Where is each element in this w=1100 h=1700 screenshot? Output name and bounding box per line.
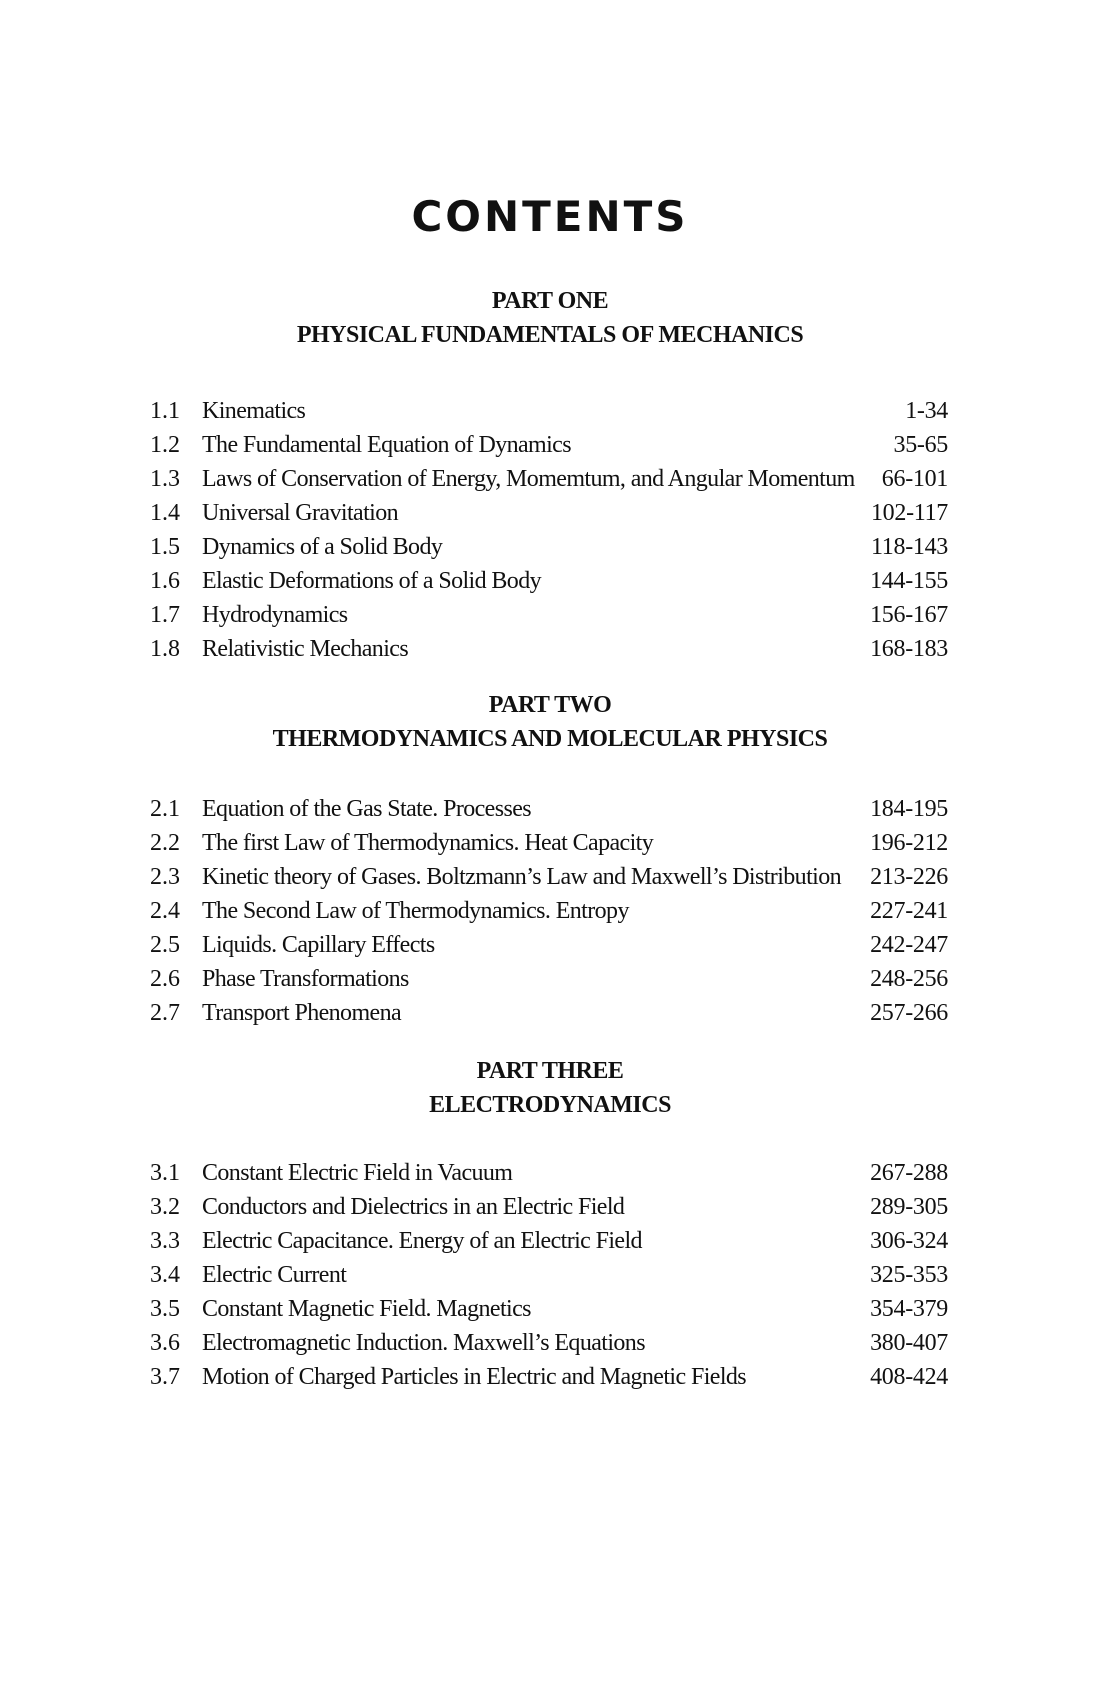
part-heading-three xyxy=(0,1054,1100,1122)
chapter-pages: 408-424 xyxy=(870,1364,948,1390)
chapter-title: Motion of Charged Particles in Electric and Magnetic Fields xyxy=(202,1364,747,1390)
chapter-title: Hydrodynamics xyxy=(202,602,348,628)
chapter-title: Kinematics xyxy=(202,398,306,424)
toc-row[interactable] xyxy=(150,1258,948,1292)
chapter-pages: 184-195 xyxy=(870,796,948,822)
toc-row[interactable] xyxy=(150,394,948,428)
part-name: PHYSICAL FUNDAMENTALS OF MECHANICS xyxy=(296,322,804,348)
chapter-title: Constant Magnetic Field. Magnetics xyxy=(202,1296,531,1322)
chapter-number: 3.4 xyxy=(150,1262,180,1288)
chapter-pages: 325-353 xyxy=(870,1262,948,1288)
part-name: ELECTRODYNAMICS xyxy=(429,1092,671,1118)
chapter-title: Universal Gravitation xyxy=(202,500,399,526)
chapter-number: 2.1 xyxy=(150,796,180,822)
toc-list-part-two xyxy=(150,792,948,1030)
toc-row[interactable] xyxy=(150,826,948,860)
chapter-number: 1.7 xyxy=(150,602,180,628)
toc-row[interactable] xyxy=(150,1190,948,1224)
chapter-number: 2.3 xyxy=(150,864,180,890)
chapter-pages: 248-256 xyxy=(870,966,948,992)
chapter-title: The Fundamental Equation of Dynamics xyxy=(202,432,571,458)
toc-row[interactable] xyxy=(150,598,948,632)
chapter-number: 1.8 xyxy=(150,636,180,662)
chapter-number: 2.2 xyxy=(150,830,180,856)
chapter-pages: 118-143 xyxy=(870,534,948,560)
chapter-pages: 213-226 xyxy=(870,864,948,890)
toc-list-part-one xyxy=(150,394,948,666)
chapter-title: Electric Current xyxy=(202,1262,347,1288)
toc-row[interactable] xyxy=(150,530,948,564)
part-label: PART THREE xyxy=(476,1058,624,1084)
toc-row[interactable] xyxy=(150,496,948,530)
chapter-title: Transport Phenomena xyxy=(202,1000,402,1026)
chapter-number: 1.1 xyxy=(150,398,180,424)
chapter-title: Kinetic theory of Gases. Boltzmann’s Law and Maxwell’s Distribution xyxy=(202,864,842,890)
toc-row[interactable] xyxy=(150,632,948,666)
chapter-title: Electric Capacitance. Energy of an Electric Field xyxy=(202,1228,642,1254)
chapter-number: 3.5 xyxy=(150,1296,180,1322)
toc-row[interactable] xyxy=(150,1292,948,1326)
toc-row[interactable] xyxy=(150,860,948,894)
toc-row[interactable] xyxy=(150,792,948,826)
chapter-pages: 144-155 xyxy=(870,568,948,594)
toc-row[interactable] xyxy=(150,962,948,996)
chapter-pages: 168-183 xyxy=(870,636,948,662)
toc-row[interactable] xyxy=(150,564,948,598)
chapter-number: 1.6 xyxy=(150,568,180,594)
chapter-title: Constant Electric Field in Vacuum xyxy=(202,1160,513,1186)
chapter-pages: 156-167 xyxy=(870,602,948,628)
toc-row[interactable] xyxy=(150,996,948,1030)
part-label: PART TWO xyxy=(488,692,612,718)
chapter-title: Equation of the Gas State. Processes xyxy=(202,796,531,822)
chapter-number: 3.6 xyxy=(150,1330,180,1356)
chapter-pages: 196-212 xyxy=(870,830,948,856)
chapter-number: 3.1 xyxy=(150,1160,180,1186)
toc-row[interactable] xyxy=(150,1326,948,1360)
chapter-title: Dynamics of a Solid Body xyxy=(202,534,443,560)
toc-row[interactable] xyxy=(150,1156,948,1190)
chapter-number: 2.6 xyxy=(150,966,180,992)
chapter-pages: 242-247 xyxy=(870,932,948,958)
toc-list-part-three xyxy=(150,1156,948,1394)
chapter-title: Elastic Deformations of a Solid Body xyxy=(202,568,542,594)
chapter-number: 2.4 xyxy=(150,898,180,924)
chapter-pages: 267-288 xyxy=(870,1160,948,1186)
chapter-number: 1.3 xyxy=(150,466,180,492)
toc-row[interactable] xyxy=(150,1224,948,1258)
chapter-number: 1.5 xyxy=(150,534,180,560)
toc-row[interactable] xyxy=(150,1360,948,1394)
chapter-title: Electromagnetic Induction. Maxwell’s Equations xyxy=(202,1330,645,1356)
chapter-pages: 35-65 xyxy=(893,432,948,458)
chapter-pages: 1-34 xyxy=(905,398,948,424)
page-title: CONTENTS xyxy=(411,192,689,241)
part-label: PART ONE xyxy=(491,288,609,314)
toc-row[interactable] xyxy=(150,462,948,496)
chapter-pages: 306-324 xyxy=(870,1228,948,1254)
chapter-number: 3.7 xyxy=(150,1364,180,1390)
chapter-title: The Second Law of Thermodynamics. Entropy xyxy=(202,898,629,924)
chapter-pages: 227-241 xyxy=(870,898,948,924)
chapter-number: 2.7 xyxy=(150,1000,180,1026)
toc-row[interactable] xyxy=(150,428,948,462)
chapter-number: 3.2 xyxy=(150,1194,180,1220)
chapter-number: 1.2 xyxy=(150,432,180,458)
chapter-title: Laws of Conservation of Energy, Momemtum, and Angular Momentum xyxy=(202,466,855,492)
chapter-title: Liquids. Capillary Effects xyxy=(202,932,435,958)
chapter-pages: 289-305 xyxy=(870,1194,948,1220)
chapter-title: Relativistic Mechanics xyxy=(202,636,409,662)
part-heading-one xyxy=(0,284,1100,352)
chapter-number: 1.4 xyxy=(150,500,180,526)
chapter-title: Conductors and Dielectrics in an Electric Field xyxy=(202,1194,625,1220)
part-name: THERMODYNAMICS AND MOLECULAR PHYSICS xyxy=(272,726,828,752)
chapter-pages: 354-379 xyxy=(870,1296,948,1322)
chapter-pages: 380-407 xyxy=(870,1330,948,1356)
chapter-pages: 66-101 xyxy=(881,466,948,492)
chapter-title: The first Law of Thermodynamics. Heat Capacity xyxy=(202,830,654,856)
chapter-pages: 257-266 xyxy=(870,1000,948,1026)
part-heading-two xyxy=(0,688,1100,756)
toc-row[interactable] xyxy=(150,928,948,962)
chapter-pages: 102-117 xyxy=(870,500,948,526)
chapter-title: Phase Transformations xyxy=(202,966,409,992)
chapter-number: 2.5 xyxy=(150,932,180,958)
toc-row[interactable] xyxy=(150,894,948,928)
chapter-number: 3.3 xyxy=(150,1228,180,1254)
